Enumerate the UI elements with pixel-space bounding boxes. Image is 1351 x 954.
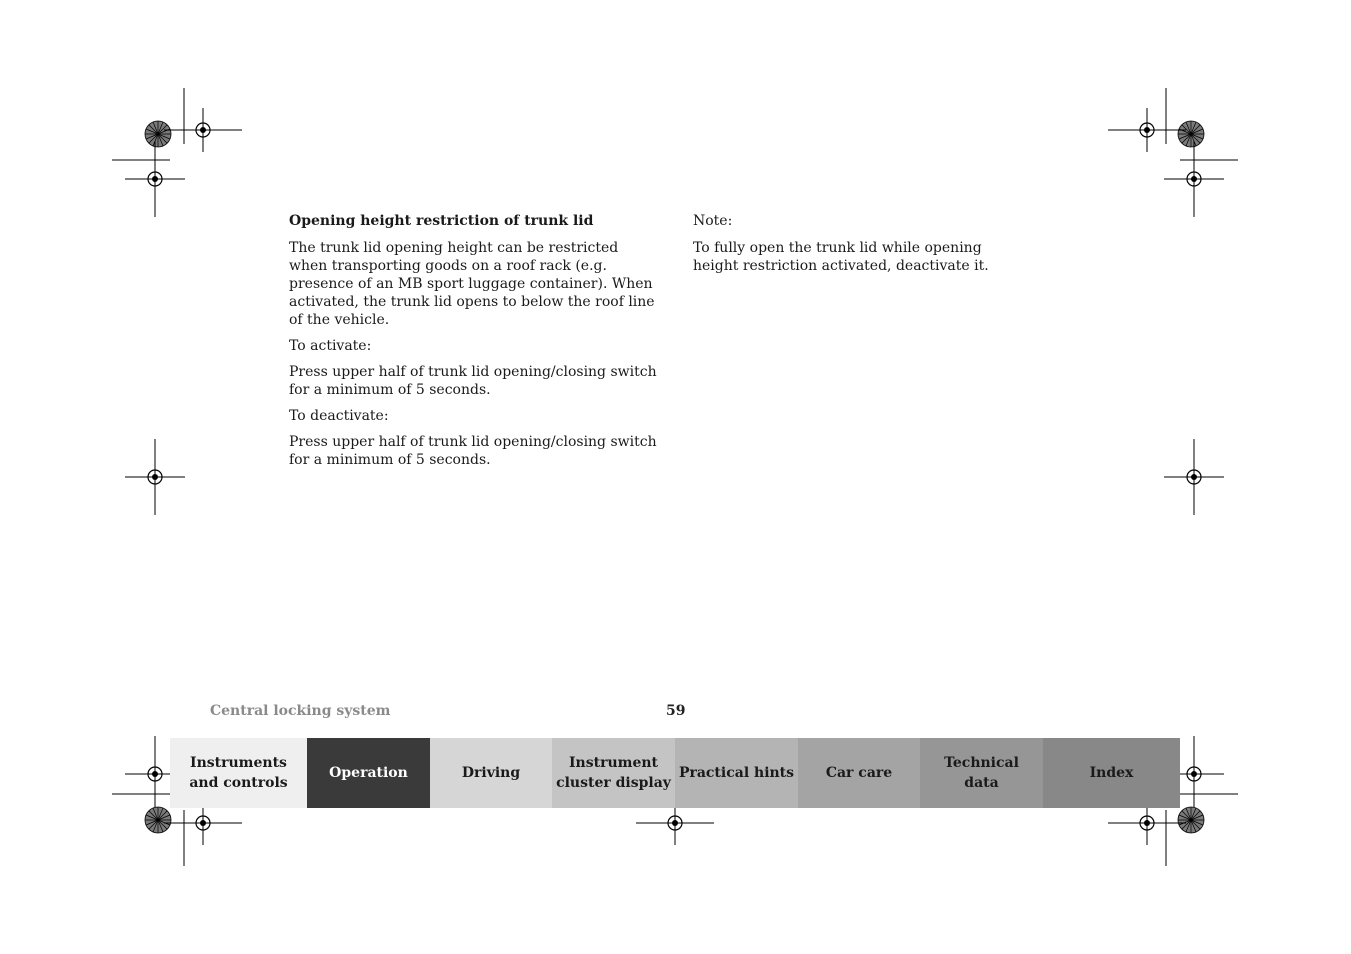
tab-practical-hints[interactable] <box>675 738 798 808</box>
tab-car-care[interactable] <box>798 738 920 808</box>
note-label: Note: <box>693 213 733 229</box>
tab-driving[interactable] <box>430 738 552 808</box>
main-column <box>289 212 659 477</box>
tab-operation[interactable] <box>307 738 430 808</box>
note-text: To fully open the trunk lid while opening height restriction activated, deactivate it. <box>693 240 989 274</box>
tab-technical-data[interactable] <box>920 738 1043 808</box>
tab-label: Car care <box>825 765 893 781</box>
tab-label: Index <box>1089 765 1134 781</box>
page-number: 59 <box>666 703 686 719</box>
tab-index[interactable] <box>1043 738 1180 808</box>
activate-instruction: Press upper half of trunk lid opening/closing switch for a minimum of 5 seconds. <box>289 364 657 398</box>
tab-label: Practical hints <box>678 765 795 781</box>
deactivate-instruction: Press upper half of trunk lid opening/closing switch for a minimum of 5 seconds. <box>289 434 657 468</box>
tab-instruments-and-controls[interactable] <box>170 738 307 808</box>
tab-label: Driving <box>461 765 521 781</box>
activate-label: To activate: <box>289 338 372 354</box>
tab-instrument-cluster-display[interactable] <box>552 738 675 808</box>
deactivate-label: To deactivate: <box>289 408 389 424</box>
chapter-title: Central locking system <box>210 703 391 719</box>
tab-label: Instrument cluster display <box>556 755 671 791</box>
section-heading: Opening height restriction of trunk lid <box>289 213 594 229</box>
tab-label: Operation <box>329 765 408 781</box>
tab-label: Technical data <box>944 755 1019 791</box>
intro-paragraph: The trunk lid opening height can be restricted when transporting goods on a roof rack (e.g. presence of an MB sport luggage container). When activated, the trunk lid opens to below the roof line of the vehicle. <box>289 240 655 328</box>
tab-label: Instruments and controls <box>189 755 288 791</box>
note-column <box>693 212 1023 283</box>
section-nav <box>170 738 1180 808</box>
